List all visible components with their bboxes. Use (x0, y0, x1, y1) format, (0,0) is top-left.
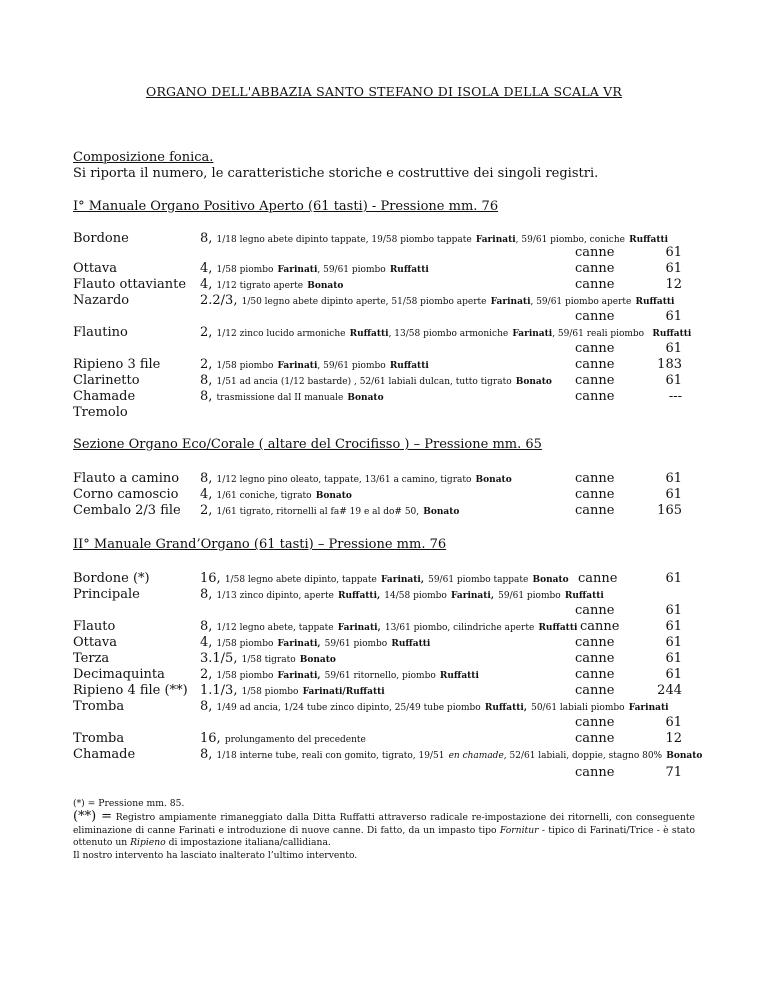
pipes-label: canne (575, 603, 615, 618)
pipe-count: 183 (657, 357, 682, 372)
stop-name: Ripieno 3 file (73, 357, 161, 372)
stop-name: Clarinetto (73, 373, 140, 388)
stop-name: Flauto (73, 619, 116, 634)
stop-description: 8, 1/49 ad ancia, 1/24 tube zinco dipinto, 25/49 tube piombo Ruffatti, 50/61 labiali piombo Farinati (200, 699, 669, 714)
stop-name: Ripieno 4 file (**) (73, 683, 188, 698)
pipe-count: 61 (665, 341, 682, 356)
stop-description: 2.2/3, 1/50 legno abete dipinto aperte, 51/58 piombo aperte Farinati, 59/61 piombo aperte Ruffatti (200, 293, 675, 308)
stop-description: 8, 1/51 ad ancia (1/12 bastarde) , 52/61 labiali dulcan, tutto tigrato Bonato (200, 373, 552, 388)
footnote: (*) = Pressione mm. 85. (73, 798, 185, 809)
stop-description: 8, trasmissione dal II manuale Bonato (200, 389, 384, 404)
stop-description: 4, 1/58 piombo Farinati, 59/61 piombo Ruffatti (200, 635, 431, 650)
section-heading: II° Manuale Grand’Organo (61 tasti) – Pressione mm. 76 (73, 537, 447, 552)
pipes-label: canne (575, 245, 615, 260)
stop-name: Corno camoscio (73, 487, 179, 502)
stop-description: 2, 1/12 zinco lucido armoniche Ruffatti, 13/58 piombo armoniche Farinati, 59/61 reali piombo Ruffatti (200, 325, 692, 340)
pipes-label: canne (575, 683, 615, 698)
stop-description: 3.1/5, 1/58 tigrato Bonato (200, 651, 336, 666)
pipes-label: canne (575, 667, 615, 682)
section-heading: Sezione Organo Eco/Corale ( altare del Crocifisso ) – Pressione mm. 65 (73, 437, 542, 452)
stop-description: 8, 1/12 legno abete, tappate Farinati, 13/61 piombo, cilindriche aperte Ruffatti (200, 619, 578, 634)
closing-note: Il nostro intervento ha lasciato inalterato l’ultimo intervento. (73, 850, 358, 861)
pipe-count: 61 (665, 471, 682, 486)
pipes-label: canne (575, 715, 615, 730)
intro-heading: Composizione fonica. (73, 150, 214, 165)
stop-description: 2, 1/58 piombo Farinati, 59/61 piombo Ruffatti (200, 357, 429, 372)
stop-name: Bordone (*) (73, 571, 150, 586)
pipe-count: 61 (665, 571, 682, 586)
pipes-label: canne (575, 765, 615, 780)
pipes-label: canne (578, 571, 618, 586)
pipes-label: canne (575, 277, 615, 292)
page-title: ORGANO DELL'ABBAZIA SANTO STEFANO DI ISOLA DELLA SCALA VR (146, 84, 622, 99)
stop-name: Flautino (73, 325, 128, 340)
pipe-count: 165 (657, 503, 682, 518)
stop-description: 8, 1/18 legno abete dipinto tappate, 19/58 piombo tappate Farinati, 59/61 piombo, coniche Ruffatti (200, 231, 669, 246)
stop-description: 8, 1/12 legno pino oleato, tappate, 13/61 a camino, tigrato Bonato (200, 471, 512, 486)
pipes-label: canne (580, 619, 620, 634)
pipe-count: 12 (665, 731, 682, 746)
pipes-label: canne (575, 341, 615, 356)
pipe-count: 61 (665, 487, 682, 502)
stop-name: Tremolo (73, 405, 128, 420)
stop-name: Terza (73, 651, 110, 666)
pipes-label: canne (575, 389, 615, 404)
stop-description: 16, prolungamento del precedente (200, 731, 366, 746)
stop-name: Ottava (73, 635, 117, 650)
pipe-count: 244 (657, 683, 682, 698)
pipe-count: 61 (665, 635, 682, 650)
pipes-label: canne (575, 635, 615, 650)
stop-name: Cembalo 2/3 file (73, 503, 181, 518)
pipe-count: 61 (665, 603, 682, 618)
pipe-count: 61 (665, 651, 682, 666)
stop-name: Chamade (73, 389, 136, 404)
pipe-count: --- (668, 389, 682, 404)
pipe-count: 61 (665, 715, 682, 730)
intro-text: Si riporta il numero, le caratteristiche storiche e costruttive dei singoli registri. (73, 166, 599, 181)
stop-description: 4, 1/61 coniche, tigrato Bonato (200, 487, 352, 502)
stop-description: 4, 1/58 piombo Farinati, 59/61 piombo Ruffatti (200, 261, 429, 276)
pipes-label: canne (575, 503, 615, 518)
pipes-label: canne (575, 651, 615, 666)
stop-name: Decimaquinta (73, 667, 165, 682)
pipe-count: 61 (665, 309, 682, 324)
stop-description: 1.1/3, 1/58 piombo Farinati/Ruffatti (200, 683, 385, 698)
stop-name: Chamade (73, 747, 136, 762)
pipe-count: 61 (665, 373, 682, 388)
stop-description: 16, 1/58 legno abete dipinto, tappate Farinati, 59/61 piombo tappate Bonato (200, 571, 569, 586)
pipes-label: canne (575, 471, 615, 486)
pipe-count: 61 (665, 261, 682, 276)
stop-name: Ottava (73, 261, 117, 276)
pipes-label: canne (575, 261, 615, 276)
stop-name: Flauto ottaviante (73, 277, 187, 292)
stop-description: 2, 1/61 tigrato, ritornelli al fa# 19 e al do# 50, Bonato (200, 503, 460, 518)
stop-name: Tromba (73, 699, 125, 714)
stop-name: Tromba (73, 731, 125, 746)
stop-description: 8, 1/13 zinco dipinto, aperte Ruffatti, 14/58 piombo Farinati, 59/61 piombo Ruffatti (200, 587, 604, 602)
stop-description: 8, 1/18 interne tube, reali con gomito, tigrato, 19/51 en chamade, 52/61 labiali, doppie, stagno 80% Bonato (200, 747, 703, 762)
stop-name: Flauto a camino (73, 471, 180, 486)
pipe-count: 61 (665, 667, 682, 682)
stop-name: Bordone (73, 231, 129, 246)
pipes-label: canne (575, 309, 615, 324)
stop-description: 2, 1/58 piombo Farinati, 59/61 ritornello, piombo Ruffatti (200, 667, 479, 682)
stop-description: 4, 1/12 tigrato aperte Bonato (200, 277, 344, 292)
stop-name: Nazardo (73, 293, 130, 308)
pipe-count: 12 (665, 277, 682, 292)
footnote-paragraph: (**) = Registro ampiamente rimaneggiato dalla Ditta Ruffatti attraverso radicale re-impostazione dei ritornelli, con conseguente eliminazione di canne Farinati e introduzione di nuove canne. Di fatto, da un impasto tipo Fornitur - tipico di Farinati/Trice - è stato ottenuto un Ripieno di impostazione italiana/callidiana. (73, 809, 695, 848)
pipes-label: canne (575, 357, 615, 372)
section-heading: I° Manuale Organo Positivo Aperto (61 tasti) - Pressione mm. 76 (73, 199, 499, 214)
stop-name: Principale (73, 587, 140, 602)
pipes-label: canne (575, 487, 615, 502)
pipe-count: 71 (665, 765, 682, 780)
pipes-label: canne (575, 731, 615, 746)
pipes-label: canne (575, 373, 615, 388)
pipe-count: 61 (665, 619, 682, 634)
pipe-count: 61 (665, 245, 682, 260)
